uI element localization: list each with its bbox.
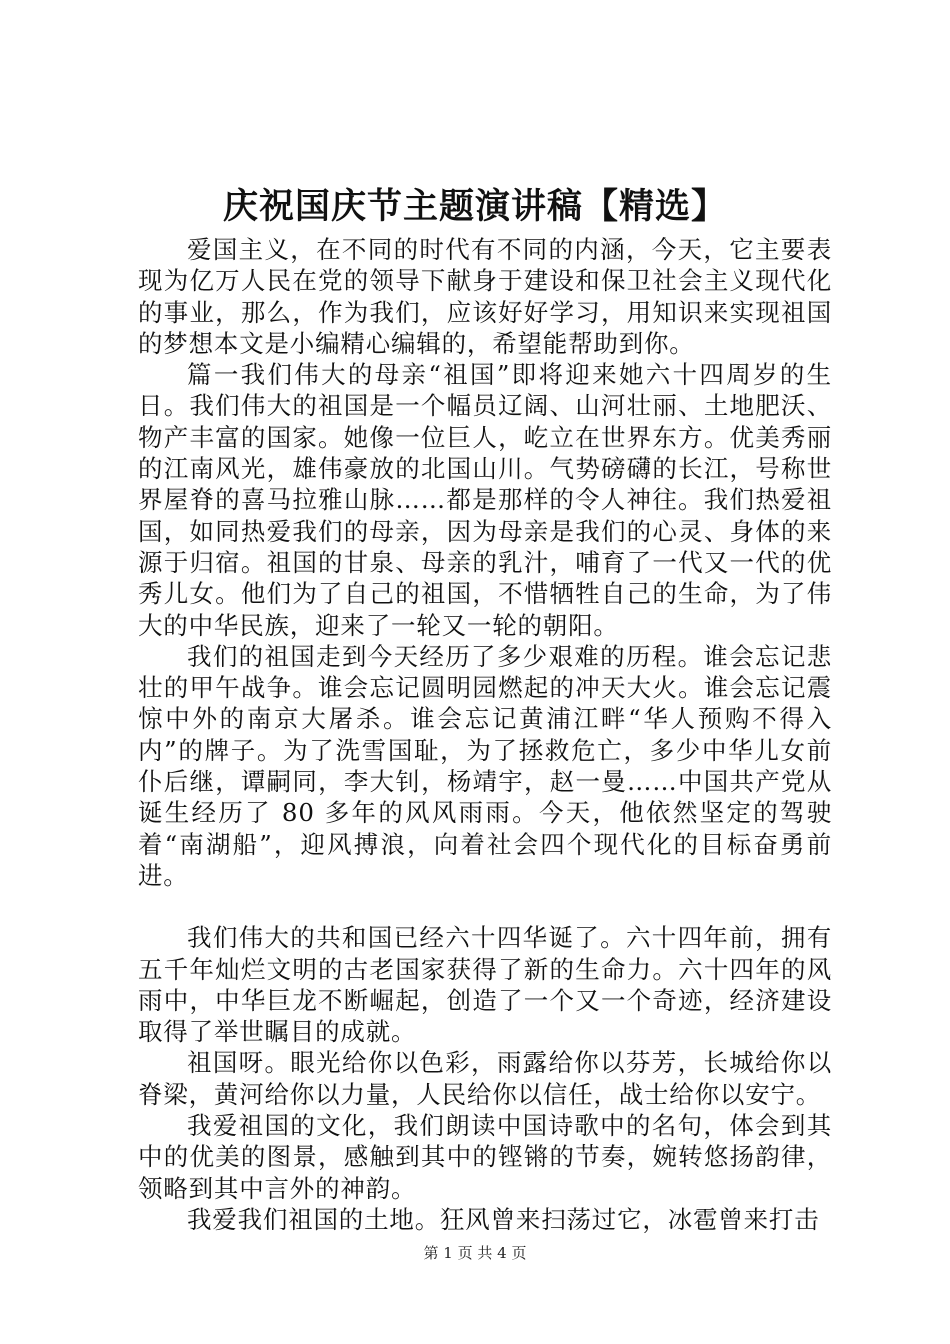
paragraph-land: 我爱我们祖国的土地。狂风曾来扫荡过它，冰雹曾来打击 [187, 1204, 820, 1234]
document-body [138, 234, 832, 1235]
paragraph-ode: 祖国呀。眼光给你以色彩，雨露给你以芬芳，长城给你以脊梁，黄河给你以力量，人民给你以信任，战士给你以安宁。 [138, 1048, 832, 1109]
paragraph-culture: 我爱祖国的文化，我们朗读中国诗歌中的名句，体会到其中的优美的图景，感触到其中的铿锵的节奏，婉转悠扬韵律，领略到其中言外的神韵。 [138, 1111, 832, 1203]
paragraph-motherland: 篇一我们伟大的母亲“祖国”即将迎来她六十四周岁的生日。我们伟大的祖国是一个幅员辽阔、山河壮丽、土地肥沃、物产丰富的国家。她像一位巨人，屹立在世界东方。优美秀丽的江南风光，雄伟豪放的北国山川。气势磅礴的长江，号称世界屋脊的喜马拉雅山脉……都是那样的令人神往。我们热爱祖国，如同热爱我们的母亲，因为母亲是我们的心灵、身体的来源于归宿。祖国的甘泉、母亲的乳汁，哺育了一代又一代的优秀儿女。他们为了自己的祖国，不惜牺牲自己的生命，为了伟大的中华民族，迎来了一轮又一轮的朝阳。 [138, 360, 832, 640]
paragraph-history: 我们的祖国走到今天经历了多少艰难的历程。谁会忘记悲壮的甲午战争。谁会忘记圆明园燃起的冲天大火。谁会忘记震惊中外的南京大屠杀。谁会忘记黄浦江畔“华人预购不得入内”的牌子。为了洗雪国耻，为了拯救危亡，多少中华儿女前仆后继，谭嗣同，李大钊，杨靖宇，赵一曼……中国共产党从诞生经历了 80 多年的风风雨雨。今天，他依然坚定的驾驶着“南湖船”，迎风搏浪，向着社会四个现代化的目标奋勇前进。 [138, 641, 832, 890]
page-number: 第 1 页 共 4 页 [423, 1244, 527, 1262]
paragraph-republic: 我们伟大的共和国已经六十四华诞了。六十四年前，拥有五千年灿烂文明的古老国家获得了新的生命力。六十四年的风雨中，中华巨龙不断崛起，创造了一个又一个奇迹，经济建设取得了举世瞩目的成就。 [138, 923, 832, 1047]
document-title: 庆祝国庆节主题演讲稿【精选】 [222, 187, 727, 227]
paragraph-intro: 爱国主义，在不同的时代有不同的内涵，今天，它主要表现为亿万人民在党的领导下献身于建设和保卫社会主义现代化的事业，那么，作为我们，应该好好学习，用知识来实现祖国的梦想本文是小编精心编辑的，希望能帮助到你。 [138, 235, 832, 358]
